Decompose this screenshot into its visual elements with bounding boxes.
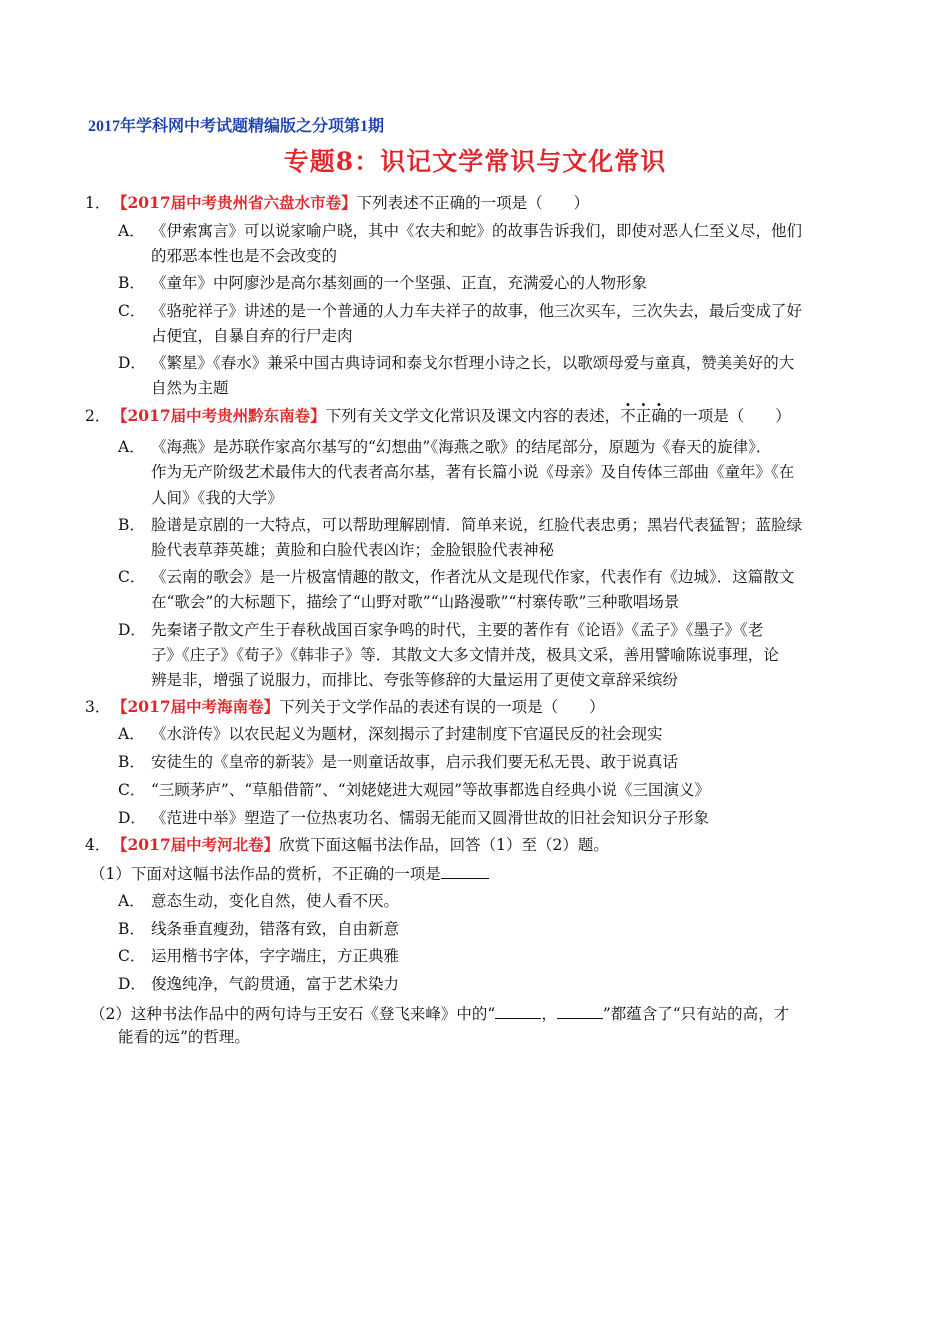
subquestion-text: 下面对这幅书法作品的赏析，不正确的一项是 <box>130 865 441 883</box>
option-1d-cont: 自然为主题 <box>151 379 229 397</box>
option-letter: D． <box>118 354 146 372</box>
option-text: 《骆驼祥子》讲述的是一个普通的人力车夫祥子的故事，他三次买车，三次失去，最后变成了好 <box>151 302 803 320</box>
option-letter: B． <box>118 753 145 771</box>
question-1 <box>85 193 589 213</box>
option-2d-cont: 子》《庄子》《荀子》《韩非子》等．其散文大多文情并茂，极具文采，善用譬喻陈说事理，论 <box>151 646 779 664</box>
question-number: 2． <box>85 407 111 425</box>
option-letter: D． <box>118 809 146 827</box>
option-letter: B． <box>118 274 145 292</box>
question-stem: 下列有关文学文化常识及课文内容的表述， <box>325 407 621 425</box>
option-4c <box>118 946 399 966</box>
series-title: 2017年学科网中考试题精编版之分项第1期 <box>88 118 385 135</box>
answer-blank[interactable] <box>441 862 489 879</box>
option-2d <box>118 620 763 640</box>
subquestion-label: （1） <box>90 865 131 883</box>
question-stem: 欣赏下面这幅书法作品，回答（1）至（2）题。 <box>279 836 609 854</box>
question-number: 3． <box>85 698 111 716</box>
question-stem-end: 的一项是（ ） <box>666 407 791 425</box>
question-source: 【2017届中考海南卷】 <box>112 697 280 716</box>
option-letter: D． <box>118 621 146 639</box>
option-text: 《海燕》是苏联作家高尔基写的“幻想曲”《海燕之歌》的结尾部分，原题为《春天的旋律》． <box>151 438 772 456</box>
option-2c <box>118 567 794 587</box>
blank-separator: ， <box>541 1005 557 1023</box>
option-1b <box>118 273 647 293</box>
option-text: 《童年》中阿廖沙是高尔基刻画的一个坚强、正直，充满爱心的人物形象 <box>151 274 648 292</box>
option-text: 《繁星》《春水》兼采中国古典诗词和泰戈尔哲理小诗之长，以歌颂母爱与童真，赞美美好的大 <box>151 354 795 372</box>
emphasis-char: 正 <box>635 407 652 425</box>
question-2 <box>85 406 791 426</box>
subquestion-2 <box>90 1002 789 1024</box>
option-text: 安徒生的《皇帝的新装》是一则童话故事，启示我们要无私无畏、敢于说真话 <box>151 753 679 771</box>
option-text: 俊逸纯净，气韵贯通，富于艺术染力 <box>151 975 400 993</box>
question-source: 【2017届中考贵州黔东南卷】 <box>112 406 326 425</box>
option-text: 先秦诸子散文产生于春秋战国百家争鸣的时代，主要的著作有《论语》《孟子》《墨子》《老 <box>151 621 764 639</box>
option-text: 线条垂直瘦劲，错落有致，自由新意 <box>151 920 400 938</box>
option-letter: C． <box>118 568 146 586</box>
option-4b <box>118 919 399 939</box>
question-stem: 下列关于文学作品的表述有误的一项是（ ） <box>279 698 605 716</box>
option-letter: C． <box>118 947 146 965</box>
question-source: 【2017届中考河北卷】 <box>112 835 280 854</box>
question-4 <box>85 835 609 855</box>
question-3 <box>85 697 605 717</box>
option-1d <box>118 353 794 373</box>
option-3c <box>118 780 710 800</box>
option-4a <box>118 891 399 911</box>
option-2c-cont: 在“歌会”的大标题下，描绘了“山野对歌”“山路漫歌”“村寨传歌”三种歌唱场景 <box>151 593 680 611</box>
option-letter: B． <box>118 516 145 534</box>
option-2b-cont: 脸代表草莽英雄；黄脸和白脸代表凶诈；金脸银脸代表神秘 <box>151 541 555 559</box>
option-1a-cont: 的邪恶本性也是不会改变的 <box>151 247 338 265</box>
option-letter: A． <box>118 438 145 456</box>
option-text: 《伊索寓言》可以说家喻户晓，其中《农夫和蛇》的故事告诉我们，即使对恶人仁至义尽，他们 <box>151 222 803 240</box>
emphasis-char: 确 <box>651 407 667 425</box>
question-stem: 下列表述不正确的一项是（ ） <box>356 194 590 212</box>
option-2b <box>118 515 802 535</box>
option-4d <box>118 974 399 994</box>
option-text: “三顾茅庐”、“草船借箭”、“刘姥姥进大观园”等故事都选自经典小说《三国演义》 <box>151 781 711 799</box>
option-text: 《范进中举》塑造了一位热衷功名、懦弱无能而又圆滑世故的旧社会知识分子形象 <box>151 809 710 827</box>
option-letter: B． <box>118 920 145 938</box>
option-1c <box>118 301 802 321</box>
subquestion-2-cont: 能看的远”的哲理。 <box>118 1028 250 1046</box>
question-number: 4． <box>85 836 111 854</box>
option-2a-cont2: 人间》《我的大学》 <box>151 489 283 507</box>
option-3a <box>118 724 663 744</box>
question-number: 1． <box>85 194 111 212</box>
option-letter: C． <box>118 302 146 320</box>
option-2a <box>118 437 771 457</box>
answer-blank-2[interactable] <box>557 1002 603 1019</box>
option-text: 脸谱是京剧的一大特点，可以帮助理解剧情．简单来说，红脸代表忠勇；黑岩代表猛智；蓝脸绿 <box>151 516 803 534</box>
option-1c-cont: 占便宜，自暴自弃的行尸走肉 <box>151 327 353 345</box>
option-letter: C． <box>118 781 146 799</box>
subquestion-text: 这种书法作品中的两句诗与王安石《登飞来峰》中的“ <box>130 1005 496 1023</box>
option-text: 《云南的歌会》是一片极富情趣的散文，作者沈从文是现代作家，代表作有《边城》．这篇散文 <box>151 568 795 586</box>
option-3d <box>118 808 709 828</box>
option-1a <box>118 221 802 241</box>
option-text: 《水浒传》以农民起义为题材，深刻揭示了封建制度下官逼民反的社会现实 <box>151 725 663 743</box>
option-text: 意态生动，变化自然，使人看不厌。 <box>151 892 400 910</box>
option-letter: A． <box>118 222 145 240</box>
option-letter: D． <box>118 975 146 993</box>
option-2a-cont: 作为无产阶级艺术最伟大的代表者高尔基，著有长篇小说《母亲》及自传体三部曲《童年》《在 <box>151 463 795 481</box>
option-text: 运用楷书字体，字字端庄，方正典雅 <box>151 947 400 965</box>
answer-blank-1[interactable] <box>495 1002 541 1019</box>
option-3b <box>118 752 678 772</box>
emphasis-char: 不 <box>620 407 636 425</box>
option-letter: A． <box>118 725 145 743</box>
question-source: 【2017届中考贵州省六盘水市卷】 <box>112 193 357 212</box>
option-letter: A． <box>118 892 145 910</box>
subquestion-label: （2） <box>90 1005 131 1023</box>
page-title: 专题8：识记文学常识与文化常识 <box>283 147 667 176</box>
subquestion-text-end: ”都蕴含了“只有站的高，才 <box>602 1005 790 1023</box>
subquestion-1 <box>90 862 489 884</box>
option-2d-cont2: 辨是非，增强了说服力，而排比、夸张等修辞的大量运用了更使文章辞采缤纷 <box>151 671 679 689</box>
